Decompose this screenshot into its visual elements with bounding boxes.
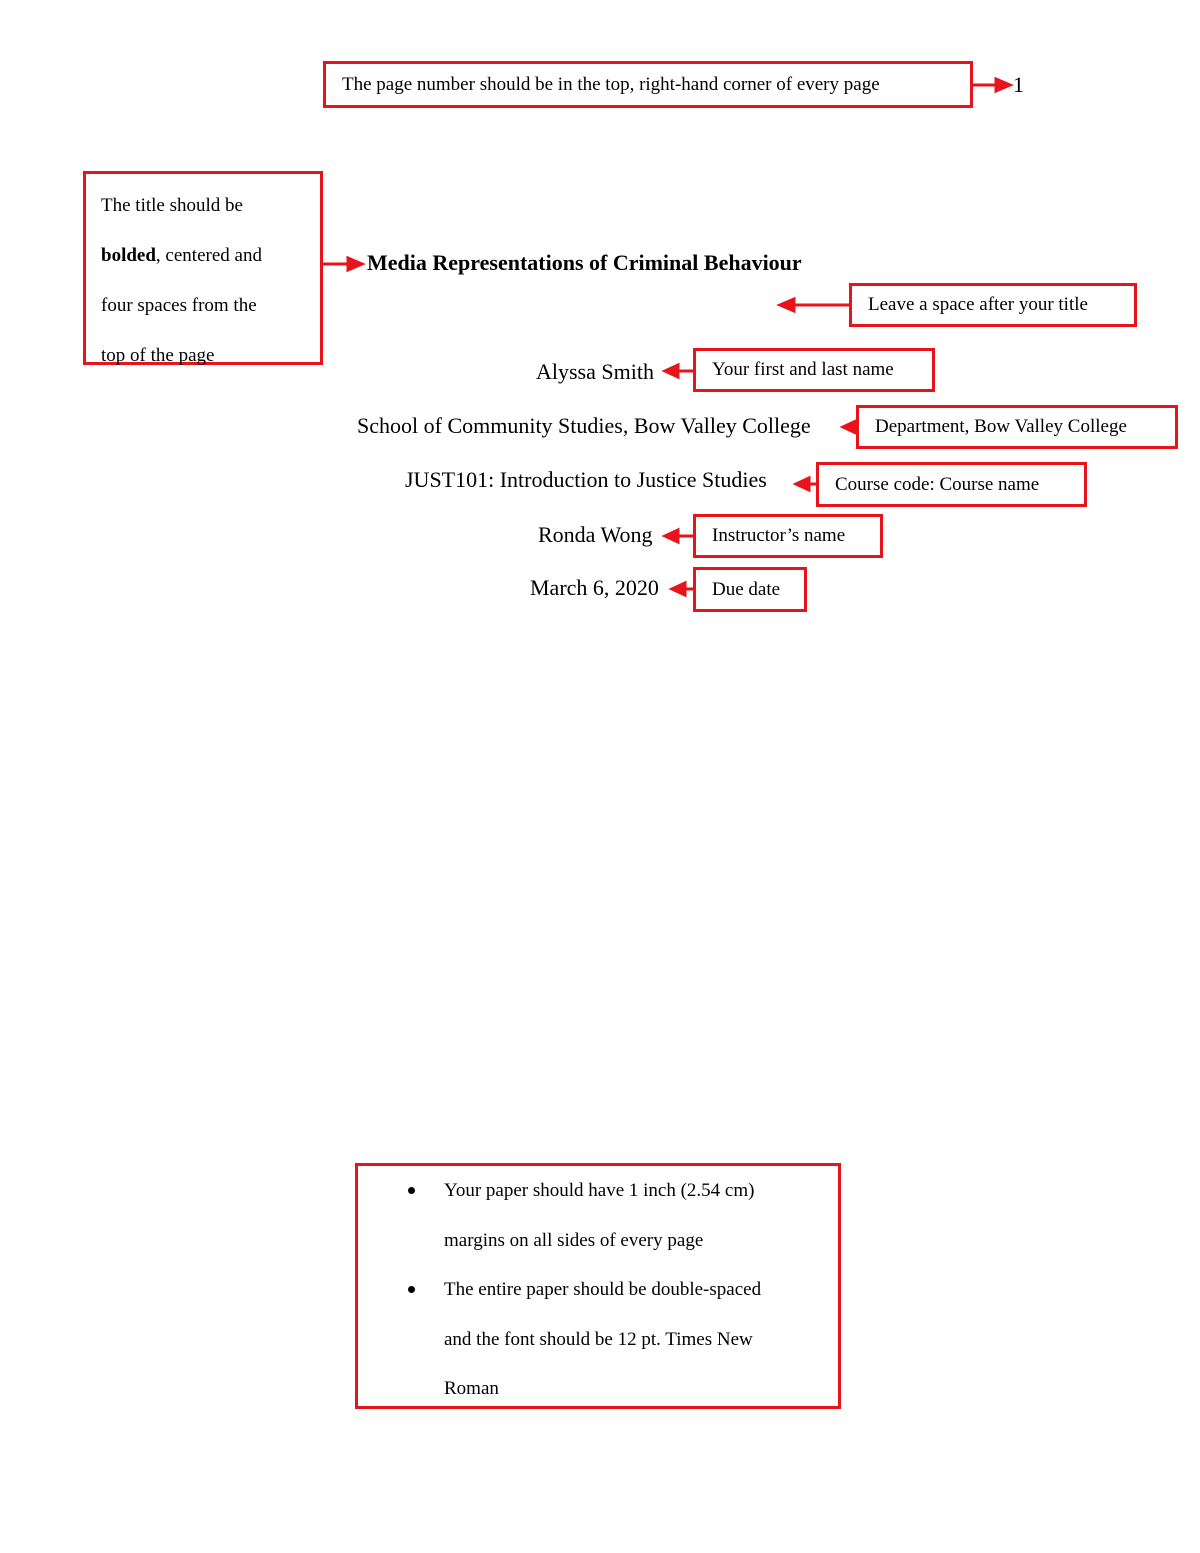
department-line: School of Community Studies, Bow Valley College [357, 413, 811, 438]
course-line: JUST101: Introduction to Justice Studies [405, 467, 767, 492]
page-title: Media Representations of Criminal Behaviour [367, 250, 802, 275]
arrow-course-head [796, 478, 809, 490]
author-note [693, 348, 935, 392]
author-name: Alyssa Smith [536, 359, 654, 384]
department-note [856, 405, 1178, 449]
tip-margins-line1: Your paper should have 1 inch (2.54 cm) [444, 1180, 755, 1201]
department-note-text: Department, Bow Valley College [875, 416, 1127, 437]
arrow-page-number-head [996, 79, 1010, 91]
author-note-text: Your first and last name [712, 359, 894, 380]
due-date-line: March 6, 2020 [530, 575, 659, 600]
arrow-title-head [348, 258, 362, 270]
arrow-instructor-head [665, 530, 678, 542]
space-note-text: Leave a space after your title [868, 294, 1088, 315]
instructor-note-text: Instructor’s name [712, 525, 846, 546]
arrow-space-head [780, 299, 794, 311]
formatting-tips-box [355, 1163, 841, 1409]
due-date-note [693, 567, 807, 612]
formatting-tips-list [358, 1166, 838, 1414]
space-note [849, 283, 1137, 327]
course-note-text: Course code: Course name [835, 473, 1040, 495]
tip-spacing-font [358, 1265, 838, 1414]
arrow-department-head [843, 421, 856, 433]
tip-spacing-line1: The entire paper should be double-spaced [444, 1279, 762, 1300]
due-date-note-text: Due date [712, 578, 781, 600]
instructor-note [693, 514, 883, 558]
page-number: 1 [1013, 72, 1024, 97]
title-note-line2-rest: , centered and [155, 245, 262, 266]
page-number-note-text: The page number should be in the top, right-hand corner of every page [342, 73, 880, 95]
title-note-line1: The title should be [101, 195, 243, 216]
tip-spacing-line2: and the font should be 12 pt. Times New [444, 1328, 753, 1350]
arrow-author-head [665, 365, 678, 377]
tip-margins-line2: margins on all sides of every page [444, 1229, 704, 1251]
title-note-line4: top of the page [101, 345, 215, 366]
course-note [816, 462, 1087, 507]
title-note-line2 [101, 231, 320, 281]
instructor-line: Ronda Wong [538, 522, 653, 547]
arrow-due-date-head [672, 583, 685, 595]
title-note [83, 171, 323, 365]
title-note-line3: four spaces from the [101, 295, 257, 316]
tip-margins [358, 1166, 838, 1265]
title-note-bold-word: bolded [101, 245, 156, 266]
page-number-note [323, 61, 973, 108]
tip-spacing-line3: Roman [444, 1378, 499, 1399]
